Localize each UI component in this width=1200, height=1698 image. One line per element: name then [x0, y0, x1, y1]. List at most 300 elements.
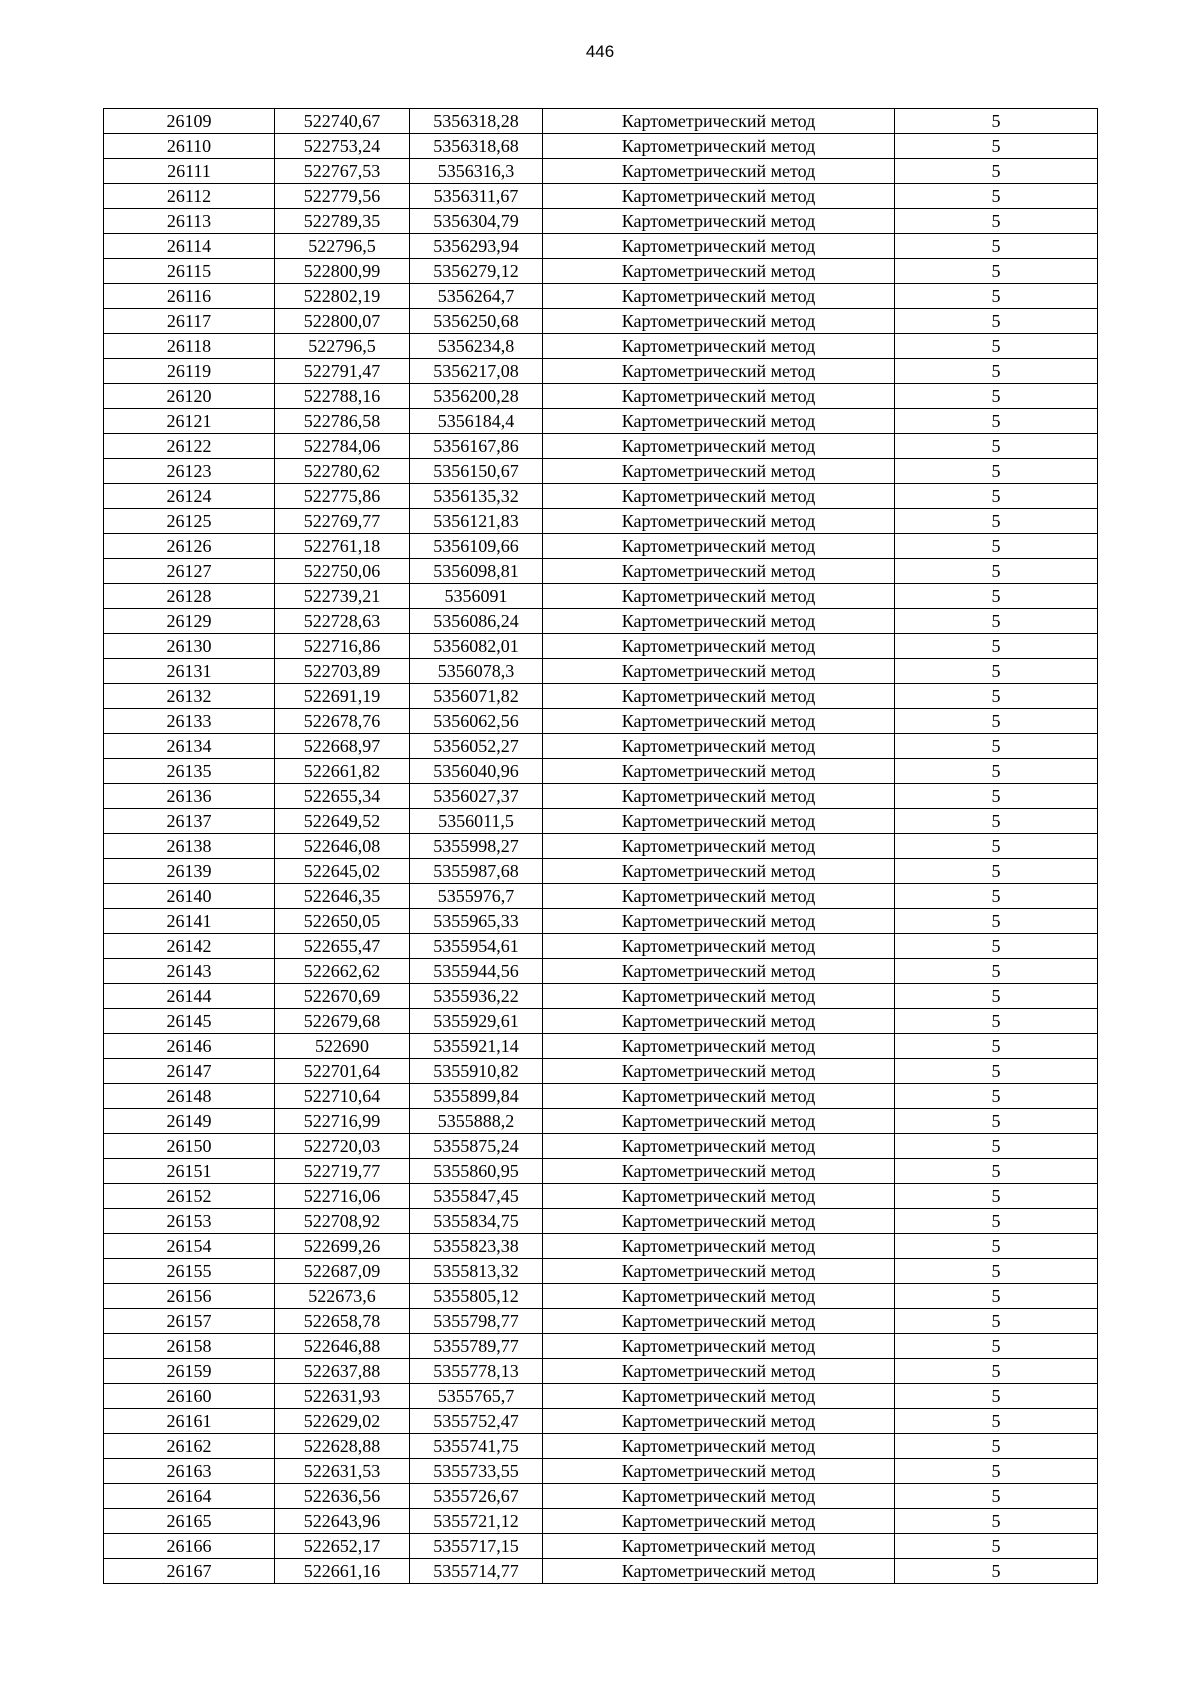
point-number-cell: 26152: [104, 1184, 275, 1209]
x-coordinate-cell: 522631,53: [275, 1459, 410, 1484]
point-number-cell: 26131: [104, 659, 275, 684]
method-cell: Картометрический метод: [543, 584, 895, 609]
accuracy-cell: 5: [895, 1134, 1098, 1159]
method-cell: Картометрический метод: [543, 359, 895, 384]
accuracy-cell: 5: [895, 1509, 1098, 1534]
method-cell: Картометрический метод: [543, 434, 895, 459]
table-row: [104, 834, 1098, 859]
table-row: [104, 309, 1098, 334]
x-coordinate-cell: 522802,19: [275, 284, 410, 309]
method-cell: Картометрический метод: [543, 284, 895, 309]
method-cell: Картометрический метод: [543, 1459, 895, 1484]
accuracy-cell: 5: [895, 1109, 1098, 1134]
x-coordinate-cell: 522628,88: [275, 1434, 410, 1459]
y-coordinate-cell: 5356098,81: [410, 559, 543, 584]
y-coordinate-cell: 5355976,7: [410, 884, 543, 909]
accuracy-cell: 5: [895, 1184, 1098, 1209]
x-coordinate-cell: 522769,77: [275, 509, 410, 534]
method-cell: Картометрический метод: [543, 1059, 895, 1084]
accuracy-cell: 5: [895, 1559, 1098, 1584]
method-cell: Картометрический метод: [543, 784, 895, 809]
y-coordinate-cell: 5356052,27: [410, 734, 543, 759]
accuracy-cell: 5: [895, 1209, 1098, 1234]
table-row: [104, 109, 1098, 134]
y-coordinate-cell: 5355998,27: [410, 834, 543, 859]
point-number-cell: 26161: [104, 1409, 275, 1434]
accuracy-cell: 5: [895, 709, 1098, 734]
method-cell: Картометрический метод: [543, 734, 895, 759]
accuracy-cell: 5: [895, 559, 1098, 584]
accuracy-cell: 5: [895, 834, 1098, 859]
accuracy-cell: 5: [895, 634, 1098, 659]
accuracy-cell: 5: [895, 334, 1098, 359]
x-coordinate-cell: 522728,63: [275, 609, 410, 634]
accuracy-cell: 5: [895, 1084, 1098, 1109]
x-coordinate-cell: 522800,99: [275, 259, 410, 284]
accuracy-cell: 5: [895, 1384, 1098, 1409]
method-cell: Картометрический метод: [543, 1284, 895, 1309]
x-coordinate-cell: 522740,67: [275, 109, 410, 134]
method-cell: Картометрический метод: [543, 1134, 895, 1159]
point-number-cell: 26113: [104, 209, 275, 234]
accuracy-cell: 5: [895, 959, 1098, 984]
x-coordinate-cell: 522655,34: [275, 784, 410, 809]
y-coordinate-cell: 5356234,8: [410, 334, 543, 359]
x-coordinate-cell: 522767,53: [275, 159, 410, 184]
table-row: [104, 209, 1098, 234]
point-number-cell: 26162: [104, 1434, 275, 1459]
point-number-cell: 26139: [104, 859, 275, 884]
method-cell: Картометрический метод: [543, 1109, 895, 1134]
accuracy-cell: 5: [895, 534, 1098, 559]
table-row: [104, 259, 1098, 284]
table-body: [104, 109, 1098, 1584]
x-coordinate-cell: 522643,96: [275, 1509, 410, 1534]
table-row: [104, 184, 1098, 209]
method-cell: Картометрический метод: [543, 1434, 895, 1459]
point-number-cell: 26114: [104, 234, 275, 259]
table-row: [104, 1509, 1098, 1534]
y-coordinate-cell: 5355921,14: [410, 1034, 543, 1059]
accuracy-cell: 5: [895, 1534, 1098, 1559]
accuracy-cell: 5: [895, 1234, 1098, 1259]
method-cell: Картометрический метод: [543, 884, 895, 909]
point-number-cell: 26133: [104, 709, 275, 734]
method-cell: Картометрический метод: [543, 484, 895, 509]
table-row: [104, 909, 1098, 934]
method-cell: Картометрический метод: [543, 634, 895, 659]
y-coordinate-cell: 5356040,96: [410, 759, 543, 784]
point-number-cell: 26118: [104, 334, 275, 359]
y-coordinate-cell: 5356293,94: [410, 234, 543, 259]
point-number-cell: 26144: [104, 984, 275, 1009]
table-row: [104, 1309, 1098, 1334]
table-row: [104, 1034, 1098, 1059]
method-cell: Картометрический метод: [543, 1209, 895, 1234]
table-row: [104, 934, 1098, 959]
y-coordinate-cell: 5356078,3: [410, 659, 543, 684]
method-cell: Картометрический метод: [543, 1409, 895, 1434]
accuracy-cell: 5: [895, 209, 1098, 234]
x-coordinate-cell: 522646,35: [275, 884, 410, 909]
table-row: [104, 884, 1098, 909]
method-cell: Картометрический метод: [543, 409, 895, 434]
table-row: [104, 659, 1098, 684]
accuracy-cell: 5: [895, 459, 1098, 484]
table-row: [104, 1259, 1098, 1284]
table-row: [104, 334, 1098, 359]
method-cell: Картометрический метод: [543, 1234, 895, 1259]
method-cell: Картометрический метод: [543, 1084, 895, 1109]
point-number-cell: 26136: [104, 784, 275, 809]
x-coordinate-cell: 522716,99: [275, 1109, 410, 1134]
point-number-cell: 26124: [104, 484, 275, 509]
coordinates-table: [103, 108, 1098, 1584]
table-row: [104, 159, 1098, 184]
accuracy-cell: 5: [895, 784, 1098, 809]
accuracy-cell: 5: [895, 909, 1098, 934]
point-number-cell: 26137: [104, 809, 275, 834]
point-number-cell: 26122: [104, 434, 275, 459]
x-coordinate-cell: 522775,86: [275, 484, 410, 509]
point-number-cell: 26117: [104, 309, 275, 334]
x-coordinate-cell: 522652,17: [275, 1534, 410, 1559]
x-coordinate-cell: 522673,6: [275, 1284, 410, 1309]
x-coordinate-cell: 522791,47: [275, 359, 410, 384]
point-number-cell: 26132: [104, 684, 275, 709]
y-coordinate-cell: 5356318,28: [410, 109, 543, 134]
point-number-cell: 26149: [104, 1109, 275, 1134]
x-coordinate-cell: 522779,56: [275, 184, 410, 209]
point-number-cell: 26157: [104, 1309, 275, 1334]
table-row: [104, 984, 1098, 1009]
x-coordinate-cell: 522650,05: [275, 909, 410, 934]
x-coordinate-cell: 522679,68: [275, 1009, 410, 1034]
method-cell: Картометрический метод: [543, 859, 895, 884]
table-row: [104, 959, 1098, 984]
x-coordinate-cell: 522719,77: [275, 1159, 410, 1184]
x-coordinate-cell: 522636,56: [275, 1484, 410, 1509]
y-coordinate-cell: 5355929,61: [410, 1009, 543, 1034]
x-coordinate-cell: 522750,06: [275, 559, 410, 584]
y-coordinate-cell: 5356279,12: [410, 259, 543, 284]
y-coordinate-cell: 5356264,7: [410, 284, 543, 309]
method-cell: Картометрический метод: [543, 384, 895, 409]
y-coordinate-cell: 5355798,77: [410, 1309, 543, 1334]
x-coordinate-cell: 522788,16: [275, 384, 410, 409]
accuracy-cell: 5: [895, 1284, 1098, 1309]
method-cell: Картометрический метод: [543, 959, 895, 984]
method-cell: Картометрический метод: [543, 234, 895, 259]
accuracy-cell: 5: [895, 659, 1098, 684]
table-row: [104, 534, 1098, 559]
x-coordinate-cell: 522699,26: [275, 1234, 410, 1259]
accuracy-cell: 5: [895, 1034, 1098, 1059]
point-number-cell: 26127: [104, 559, 275, 584]
table-row: [104, 684, 1098, 709]
point-number-cell: 26141: [104, 909, 275, 934]
x-coordinate-cell: 522678,76: [275, 709, 410, 734]
point-number-cell: 26167: [104, 1559, 275, 1584]
accuracy-cell: 5: [895, 1409, 1098, 1434]
accuracy-cell: 5: [895, 359, 1098, 384]
table-row: [104, 559, 1098, 584]
table-row: [104, 409, 1098, 434]
y-coordinate-cell: 5355823,38: [410, 1234, 543, 1259]
point-number-cell: 26165: [104, 1509, 275, 1534]
y-coordinate-cell: 5355936,22: [410, 984, 543, 1009]
y-coordinate-cell: 5355847,45: [410, 1184, 543, 1209]
point-number-cell: 26115: [104, 259, 275, 284]
point-number-cell: 26158: [104, 1334, 275, 1359]
table-row: [104, 609, 1098, 634]
method-cell: Картометрический метод: [543, 1259, 895, 1284]
table-row: [104, 809, 1098, 834]
method-cell: Картометрический метод: [543, 459, 895, 484]
accuracy-cell: 5: [895, 609, 1098, 634]
method-cell: Картометрический метод: [543, 834, 895, 859]
x-coordinate-cell: 522646,88: [275, 1334, 410, 1359]
x-coordinate-cell: 522687,09: [275, 1259, 410, 1284]
y-coordinate-cell: 5356184,4: [410, 409, 543, 434]
point-number-cell: 26151: [104, 1159, 275, 1184]
accuracy-cell: 5: [895, 1309, 1098, 1334]
accuracy-cell: 5: [895, 134, 1098, 159]
point-number-cell: 26110: [104, 134, 275, 159]
point-number-cell: 26111: [104, 159, 275, 184]
method-cell: Картометрический метод: [543, 1384, 895, 1409]
table-row: [104, 1334, 1098, 1359]
x-coordinate-cell: 522655,47: [275, 934, 410, 959]
y-coordinate-cell: 5355899,84: [410, 1084, 543, 1109]
table-row: [104, 284, 1098, 309]
y-coordinate-cell: 5356109,66: [410, 534, 543, 559]
accuracy-cell: 5: [895, 1009, 1098, 1034]
table-row: [104, 1359, 1098, 1384]
table-row: [104, 434, 1098, 459]
x-coordinate-cell: 522716,86: [275, 634, 410, 659]
accuracy-cell: 5: [895, 1484, 1098, 1509]
method-cell: Картометрический метод: [543, 1009, 895, 1034]
method-cell: Картометрический метод: [543, 184, 895, 209]
accuracy-cell: 5: [895, 434, 1098, 459]
x-coordinate-cell: 522701,64: [275, 1059, 410, 1084]
method-cell: Картометрический метод: [543, 1159, 895, 1184]
point-number-cell: 26130: [104, 634, 275, 659]
accuracy-cell: 5: [895, 109, 1098, 134]
x-coordinate-cell: 522710,64: [275, 1084, 410, 1109]
accuracy-cell: 5: [895, 509, 1098, 534]
y-coordinate-cell: 5355726,67: [410, 1484, 543, 1509]
table-row: [104, 1209, 1098, 1234]
y-coordinate-cell: 5355875,24: [410, 1134, 543, 1159]
method-cell: Картометрический метод: [543, 209, 895, 234]
method-cell: Картометрический метод: [543, 1184, 895, 1209]
table-row: [104, 359, 1098, 384]
y-coordinate-cell: 5356150,67: [410, 459, 543, 484]
method-cell: Картометрический метод: [543, 1484, 895, 1509]
y-coordinate-cell: 5355860,95: [410, 1159, 543, 1184]
x-coordinate-cell: 522629,02: [275, 1409, 410, 1434]
x-coordinate-cell: 522761,18: [275, 534, 410, 559]
table-row: [104, 1559, 1098, 1584]
method-cell: Картометрический метод: [543, 609, 895, 634]
accuracy-cell: 5: [895, 1359, 1098, 1384]
y-coordinate-cell: 5356250,68: [410, 309, 543, 334]
accuracy-cell: 5: [895, 684, 1098, 709]
y-coordinate-cell: 5355778,13: [410, 1359, 543, 1384]
point-number-cell: 26125: [104, 509, 275, 534]
x-coordinate-cell: 522631,93: [275, 1384, 410, 1409]
x-coordinate-cell: 522658,78: [275, 1309, 410, 1334]
method-cell: Картометрический метод: [543, 334, 895, 359]
method-cell: Картометрический метод: [543, 309, 895, 334]
point-number-cell: 26148: [104, 1084, 275, 1109]
table-row: [104, 759, 1098, 784]
y-coordinate-cell: 5355813,32: [410, 1259, 543, 1284]
accuracy-cell: 5: [895, 809, 1098, 834]
method-cell: Картометрический метод: [543, 809, 895, 834]
table-row: [104, 1109, 1098, 1134]
point-number-cell: 26166: [104, 1534, 275, 1559]
method-cell: Картометрический метод: [543, 934, 895, 959]
point-number-cell: 26147: [104, 1059, 275, 1084]
accuracy-cell: 5: [895, 309, 1098, 334]
table-row: [104, 584, 1098, 609]
y-coordinate-cell: 5355765,7: [410, 1384, 543, 1409]
method-cell: Картометрический метод: [543, 1509, 895, 1534]
x-coordinate-cell: 522645,02: [275, 859, 410, 884]
accuracy-cell: 5: [895, 1159, 1098, 1184]
y-coordinate-cell: 5356217,08: [410, 359, 543, 384]
y-coordinate-cell: 5355805,12: [410, 1284, 543, 1309]
point-number-cell: 26163: [104, 1459, 275, 1484]
method-cell: Картометрический метод: [543, 1534, 895, 1559]
x-coordinate-cell: 522796,5: [275, 334, 410, 359]
x-coordinate-cell: 522800,07: [275, 309, 410, 334]
x-coordinate-cell: 522690: [275, 1034, 410, 1059]
point-number-cell: 26120: [104, 384, 275, 409]
x-coordinate-cell: 522637,88: [275, 1359, 410, 1384]
table-row: [104, 634, 1098, 659]
x-coordinate-cell: 522646,08: [275, 834, 410, 859]
table-row: [104, 509, 1098, 534]
point-number-cell: 26109: [104, 109, 275, 134]
point-number-cell: 26123: [104, 459, 275, 484]
point-number-cell: 26143: [104, 959, 275, 984]
accuracy-cell: 5: [895, 484, 1098, 509]
y-coordinate-cell: 5355752,47: [410, 1409, 543, 1434]
method-cell: Картометрический метод: [543, 909, 895, 934]
table-row: [104, 1009, 1098, 1034]
method-cell: Картометрический метод: [543, 559, 895, 584]
x-coordinate-cell: 522720,03: [275, 1134, 410, 1159]
y-coordinate-cell: 5356311,67: [410, 184, 543, 209]
method-cell: Картометрический метод: [543, 1334, 895, 1359]
method-cell: Картометрический метод: [543, 1359, 895, 1384]
table-row: [104, 1409, 1098, 1434]
point-number-cell: 26126: [104, 534, 275, 559]
method-cell: Картометрический метод: [543, 709, 895, 734]
y-coordinate-cell: 5355987,68: [410, 859, 543, 884]
y-coordinate-cell: 5355944,56: [410, 959, 543, 984]
y-coordinate-cell: 5356135,32: [410, 484, 543, 509]
point-number-cell: 26164: [104, 1484, 275, 1509]
table-row: [104, 1434, 1098, 1459]
y-coordinate-cell: 5355910,82: [410, 1059, 543, 1084]
table-row: [104, 859, 1098, 884]
table-row: [104, 1534, 1098, 1559]
accuracy-cell: 5: [895, 759, 1098, 784]
table-row: [104, 1384, 1098, 1409]
point-number-cell: 26160: [104, 1384, 275, 1409]
accuracy-cell: 5: [895, 984, 1098, 1009]
point-number-cell: 26154: [104, 1234, 275, 1259]
table-row: [104, 1284, 1098, 1309]
method-cell: Картометрический метод: [543, 659, 895, 684]
y-coordinate-cell: 5355714,77: [410, 1559, 543, 1584]
y-coordinate-cell: 5356082,01: [410, 634, 543, 659]
accuracy-cell: 5: [895, 1434, 1098, 1459]
accuracy-cell: 5: [895, 1459, 1098, 1484]
method-cell: Картометрический метод: [543, 1559, 895, 1584]
table-row: [104, 234, 1098, 259]
accuracy-cell: 5: [895, 1059, 1098, 1084]
x-coordinate-cell: 522753,24: [275, 134, 410, 159]
x-coordinate-cell: 522668,97: [275, 734, 410, 759]
point-number-cell: 26142: [104, 934, 275, 959]
point-number-cell: 26112: [104, 184, 275, 209]
method-cell: Картометрический метод: [543, 1309, 895, 1334]
point-number-cell: 26145: [104, 1009, 275, 1034]
point-number-cell: 26138: [104, 834, 275, 859]
x-coordinate-cell: 522661,16: [275, 1559, 410, 1584]
point-number-cell: 26116: [104, 284, 275, 309]
point-number-cell: 26155: [104, 1259, 275, 1284]
point-number-cell: 26121: [104, 409, 275, 434]
point-number-cell: 26159: [104, 1359, 275, 1384]
point-number-cell: 26146: [104, 1034, 275, 1059]
x-coordinate-cell: 522691,19: [275, 684, 410, 709]
accuracy-cell: 5: [895, 284, 1098, 309]
y-coordinate-cell: 5356167,86: [410, 434, 543, 459]
table-row: [104, 384, 1098, 409]
y-coordinate-cell: 5355888,2: [410, 1109, 543, 1134]
x-coordinate-cell: 522649,52: [275, 809, 410, 834]
table-row: [104, 784, 1098, 809]
accuracy-cell: 5: [895, 259, 1098, 284]
x-coordinate-cell: 522739,21: [275, 584, 410, 609]
point-number-cell: 26135: [104, 759, 275, 784]
x-coordinate-cell: 522796,5: [275, 234, 410, 259]
point-number-cell: 26129: [104, 609, 275, 634]
x-coordinate-cell: 522661,82: [275, 759, 410, 784]
y-coordinate-cell: 5356091: [410, 584, 543, 609]
x-coordinate-cell: 522784,06: [275, 434, 410, 459]
accuracy-cell: 5: [895, 934, 1098, 959]
y-coordinate-cell: 5356304,79: [410, 209, 543, 234]
y-coordinate-cell: 5356316,3: [410, 159, 543, 184]
y-coordinate-cell: 5356027,37: [410, 784, 543, 809]
table-row: [104, 1059, 1098, 1084]
method-cell: Картометрический метод: [543, 984, 895, 1009]
table-row: [104, 134, 1098, 159]
table-row: [104, 1184, 1098, 1209]
y-coordinate-cell: 5356011,5: [410, 809, 543, 834]
x-coordinate-cell: 522786,58: [275, 409, 410, 434]
method-cell: Картометрический метод: [543, 759, 895, 784]
point-number-cell: 26156: [104, 1284, 275, 1309]
